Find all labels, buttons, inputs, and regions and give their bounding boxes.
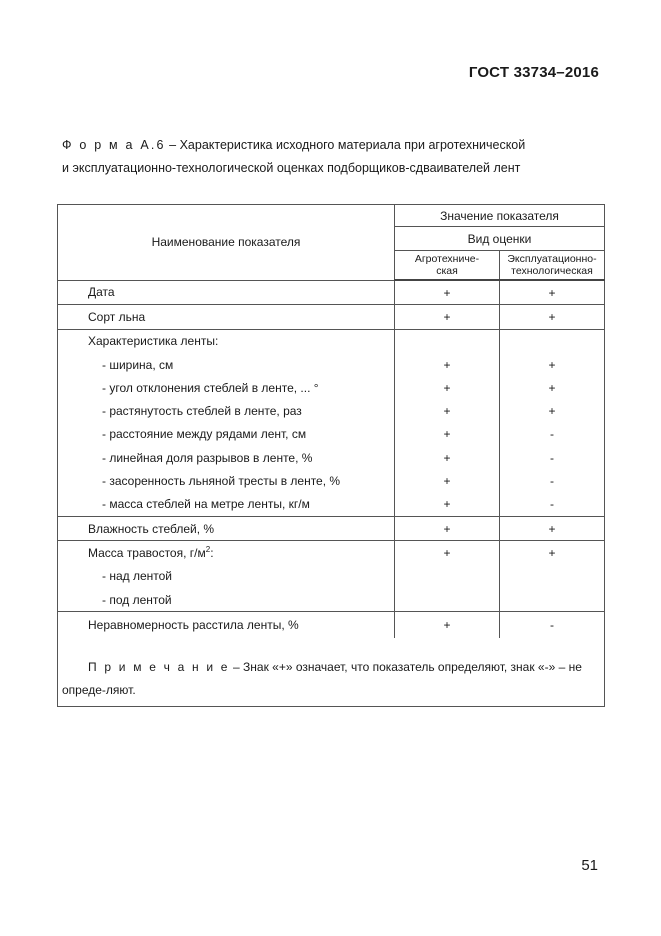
row-name: - угол отклонения стеблей в ленте, ... ° (58, 376, 395, 399)
table-row (58, 399, 605, 422)
row-name-suffix: : (210, 546, 214, 561)
note-label: П р и м е ч а н и е (88, 660, 230, 675)
table-row (58, 329, 605, 353)
row-name: Дата (58, 280, 395, 305)
table-row (58, 423, 605, 446)
table-row (58, 353, 605, 376)
row-expl-value: + (500, 280, 605, 305)
row-name (58, 541, 395, 565)
row-name: - масса стеблей на метре ленты, кг/м (58, 493, 395, 517)
header-agrotechnical (395, 251, 500, 281)
table-row (58, 376, 605, 399)
table-row (58, 516, 605, 540)
row-expl-value (500, 588, 605, 612)
caption-line-1 (62, 134, 622, 157)
table-row (58, 446, 605, 469)
row-agro-value (395, 565, 500, 588)
header-agrotechnical-line-2: ская (436, 265, 458, 277)
row-expl-value: - (500, 493, 605, 517)
row-agro-value: + (395, 469, 500, 492)
row-agro-value (395, 329, 500, 353)
indicator-table (57, 204, 605, 707)
row-expl-value: - (500, 446, 605, 469)
row-name: - растянутость стеблей в ленте, раз (58, 399, 395, 422)
header-operational (500, 251, 605, 281)
row-agro-value: + (395, 305, 500, 329)
row-expl-value: + (500, 516, 605, 540)
row-agro-value (395, 588, 500, 612)
table-row (58, 612, 605, 639)
table-row (58, 588, 605, 612)
row-expl-value: - (500, 469, 605, 492)
caption-line-1-text: – Характеристика исходного материала при агротехнической (165, 138, 526, 152)
row-agro-value: + (395, 493, 500, 517)
header-assessment-kind: Вид оценки (395, 227, 605, 251)
table-note (58, 638, 605, 707)
row-agro-value: + (395, 612, 500, 639)
table-row (58, 541, 605, 565)
row-agro-value: + (395, 516, 500, 540)
form-caption (62, 134, 622, 180)
table-row (58, 280, 605, 305)
row-expl-value (500, 565, 605, 588)
row-expl-value: - (500, 423, 605, 446)
row-name: Влажность стеблей, % (58, 516, 395, 540)
header-agrotechnical-line-1: Агротехниче- (414, 253, 480, 265)
row-name: - линейная доля разрывов в ленте, % (58, 446, 395, 469)
row-name: - засоренность льняной тресты в ленте, % (58, 469, 395, 492)
row-name: - под лентой (58, 588, 395, 612)
row-expl-value (500, 329, 605, 353)
row-name: Характеристика ленты: (58, 329, 395, 353)
row-name: - расстояние между рядами лент, см (58, 423, 395, 446)
row-name: - над лентой (58, 565, 395, 588)
row-agro-value: + (395, 446, 500, 469)
row-expl-value: - (500, 612, 605, 639)
row-name-text: Масса травостоя, г/м (88, 546, 206, 561)
note-text: – Знак «+» означает, что показатель определяют, знак «-» – не опреде-ляют. (62, 660, 582, 698)
row-agro-value: + (395, 280, 500, 305)
row-expl-value: + (500, 376, 605, 399)
row-name: Неравномерность расстила ленты, % (58, 612, 395, 639)
header-indicator-name: Наименование показателя (58, 205, 395, 281)
caption-line-2: и эксплуатационно-технологической оценках подборщиков-сдваивателей лент (62, 161, 521, 175)
row-name-superscript: 2 (205, 545, 211, 555)
header-operational-line-2: технологическая (511, 265, 593, 277)
row-agro-value: + (395, 353, 500, 376)
row-expl-value: + (500, 541, 605, 565)
row-agro-value: + (395, 399, 500, 422)
form-label: Ф о р м а А.6 (62, 138, 166, 152)
page-number: 51 (581, 857, 598, 874)
table-row (58, 565, 605, 588)
row-name: Сорт льна (58, 305, 395, 329)
table-row (58, 305, 605, 329)
row-name: - ширина, см (58, 353, 395, 376)
table-row (58, 493, 605, 517)
row-agro-value: + (395, 376, 500, 399)
header-operational-line-1: Эксплуатационно- (507, 253, 597, 265)
row-expl-value: + (500, 399, 605, 422)
row-agro-value: + (395, 541, 500, 565)
row-expl-value: + (500, 305, 605, 329)
table-row (58, 469, 605, 492)
header-indicator-value: Значение показателя (395, 205, 605, 227)
row-agro-value: + (395, 423, 500, 446)
row-expl-value: + (500, 353, 605, 376)
document-code: ГОСТ 33734–2016 (468, 64, 599, 81)
